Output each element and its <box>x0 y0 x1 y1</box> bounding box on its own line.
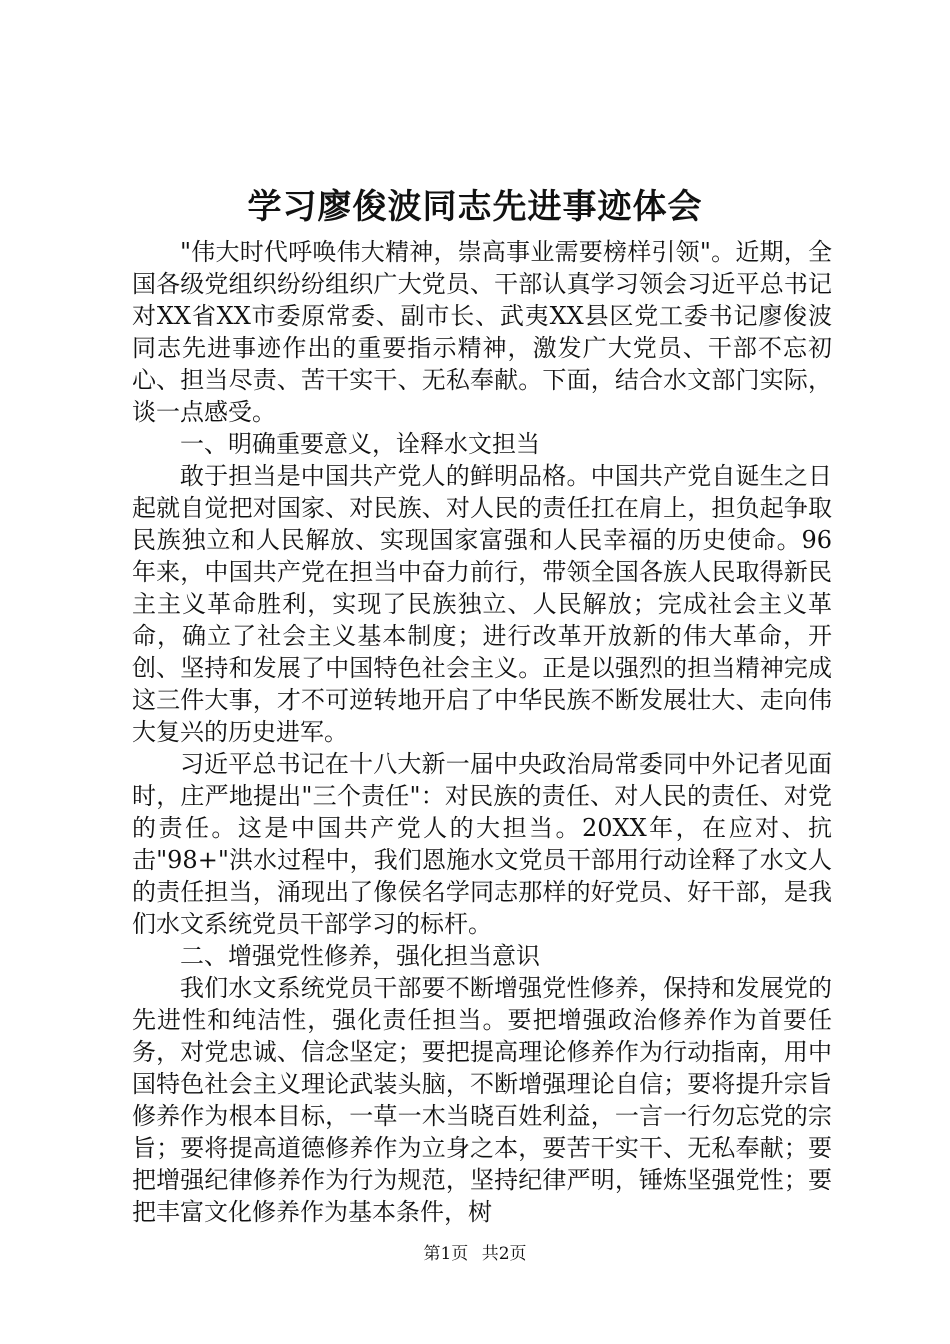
paragraph-significance: 敢于担当是中国共产党人的鲜明品格。中国共产党自诞生之日起就自觉把对国家、对民族、对人民的责任扛在肩上，担负起争取民族独立和人民解放、实现国家富强和人民幸福的历史使命。96年来，中国共产党在担当中奋力前行，带领全国各族人民取得新民主主义革命胜利，实现了民族独立、人民解放；完成社会主义革命，确立了社会主义基本制度；进行改革开放新的伟大革命，开创、坚持和发展了中国特色社会主义。正是以强烈的担当精神完成这三件大事，才不可逆转地开启了中华民族不断发展壮大、走向伟大复兴的历史进军。 <box>132 462 832 746</box>
section-heading-2: 二、增强党性修养，强化担当意识 <box>180 942 540 970</box>
paragraph-three-responsibilities: 习近平总书记在十八大新一届中央政治局常委同中外记者见面时，庄严地提出"三个责任"：对民族的责任、对人民的责任、对党的责任。这是中国共产党人的大担当。20XX年，在应对、抗击"98+"洪水过程中，我们恩施水文党员干部用行动诠释了水文人的责任担当，涌现出了像侯名学同志那样的好党员、好干部，是我们水文系统党员干部学习的标杆。 <box>132 750 832 938</box>
section-heading-1: 一、明确重要意义，诠释水文担当 <box>180 430 540 458</box>
paragraph-intro: "伟大时代呼唤伟大精神，崇高事业需要榜样引领"。近期，全国各级党组织纷纷组织广大党员、干部认真学习领会习近平总书记对XX省XX市委原常委、副市长、武夷XX县区党工委书记廖俊波同志先进事迹作出的重要指示精神，激发广大党员、干部不忘初心、担当尽责、苦干实干、无私奉献。下面，结合水文部门实际，谈一点感受。 <box>132 238 832 426</box>
page-total: 共2页 <box>481 1244 527 1264</box>
document-body <box>132 236 832 1228</box>
page-footer <box>0 1243 950 1265</box>
paragraph-party-cultivation: 我们水文系统党员干部要不断增强党性修养，保持和发展党的先进性和纯洁性，强化责任担当。要把增强政治修养作为首要任务，对党忠诚、信念坚定；要把提高理论修养作为行动指南，用中国特色社会主义理论武装头脑，不断增强理论自信；要将提升宗旨修养作为根本目标，一草一木当晓百姓利益，一言一行勿忘党的宗旨；要将提高道德修养作为立身之本，要苦干实干、无私奉献；要把增强纪律修养作为行为规范，坚持纪律严明，锤炼坚强党性；要把丰富文化修养作为基本条件，树 <box>132 974 832 1226</box>
page-number: 第1页 <box>423 1244 469 1264</box>
document-title: 学习廖俊波同志先进事迹体会 <box>247 187 703 227</box>
